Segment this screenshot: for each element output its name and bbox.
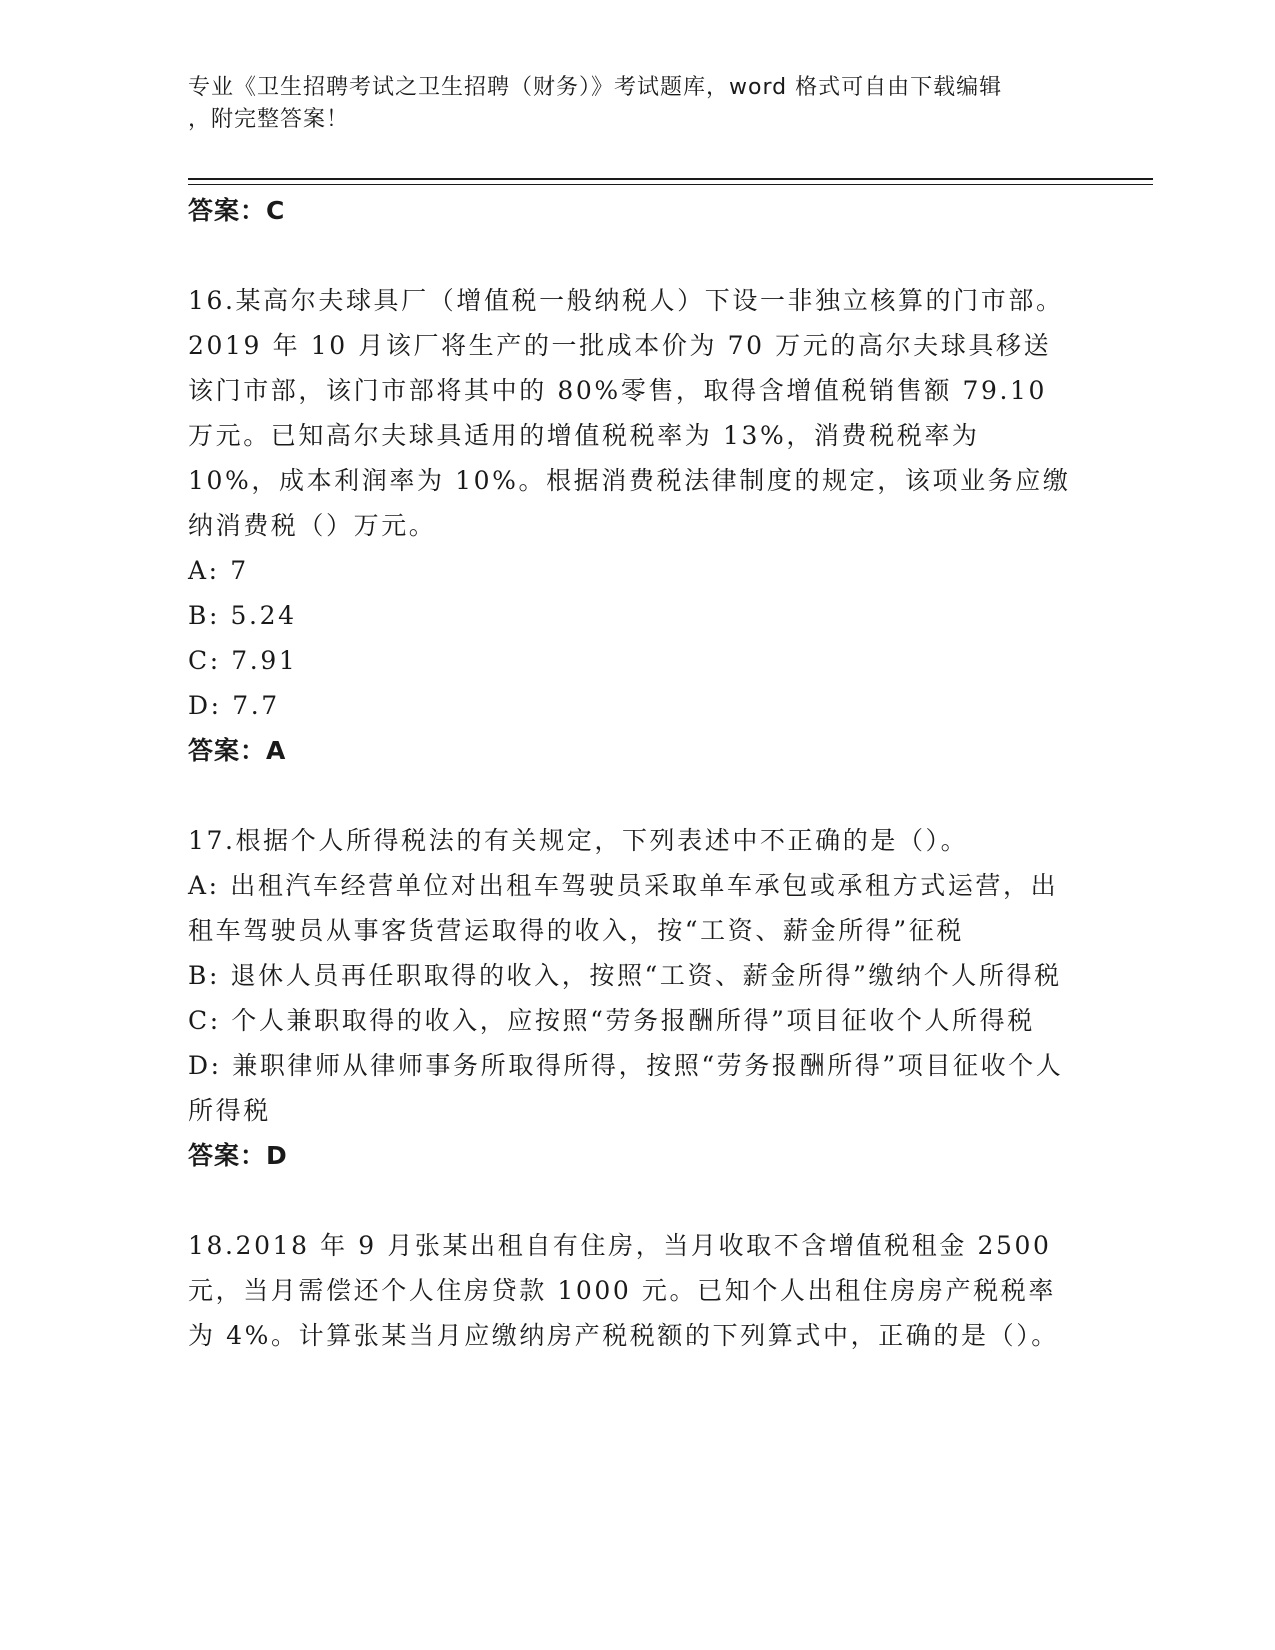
question-17 [188,818,1078,1178]
spacer [188,1178,1078,1223]
question-17-stem: 17.根据个人所得税法的有关规定，下列表述中不正确的是（）。 [188,826,969,855]
page-header [188,72,1068,136]
question-list [188,188,1078,1358]
header-line-2: ，附完整答案！ [188,107,350,132]
question-16-stem: 16.某高尔夫球具厂（增值税一般纳税人）下设一非独立核算的门市部。2019 年 10 月该厂将生产的一批成本价为 70 万元的高尔夫球具移送该门市部，该门市部将其中的 80%零售，取得含增值税销售额 79.10 万元。已知高尔夫球具适用的增值税税率为 13%，消费税税率为 10%，成本利润率为 10%。根据消费税法律制度的规定，该项业务应缴纳消费税（）万元。 [188,286,1071,540]
header-divider-thick [188,178,1153,180]
question-17-option-d: D: 兼职律师从律师事务所取得所得，按照“劳务报酬所得”项目征收个人所得税 [188,1051,1064,1125]
question-18-stem: 18.2018 年 9 月张某出租自有住房，当月收取不含增值税租金 2500 元，当月需偿还个人住房贷款 1000 元。已知个人出租住房房产税税率为 4%。计算张某当月应缴纳房产税税额的下列算式中，正确的是（）。 [188,1231,1059,1350]
header-divider-thin [188,184,1153,185]
question-16-option-a: A: 7 [188,556,249,585]
spacer [188,773,1078,818]
question-16-option-c: C: 7.91 [188,646,298,675]
spacer [188,233,1078,278]
question-16-option-d: D: 7.7 [188,691,280,720]
previous-answer: 答案：C [188,196,286,225]
question-17-answer: 答案：D [188,1141,288,1170]
question-17-option-a: A: 出租汽车经营单位对出租车驾驶员采取单车承包或承租方式运营，出租车驾驶员从事客货营运取得的收入，按“工资、薪金所得”征税 [188,871,1059,945]
question-18 [188,1223,1078,1358]
question-17-option-b: B: 退休人员再任职取得的收入，按照“工资、薪金所得”缴纳个人所得税 [188,961,1062,990]
question-16-answer: 答案：A [188,736,287,765]
header-line-1: 专业《卫生招聘考试之卫生招聘（财务）》考试题库，word 格式可自由下载编辑 [188,75,1003,100]
question-17-option-c: C: 个人兼职取得的收入，应按照“劳务报酬所得”项目征收个人所得税 [188,1006,1035,1035]
question-16 [188,278,1078,773]
question-16-option-b: B: 5.24 [188,601,297,630]
